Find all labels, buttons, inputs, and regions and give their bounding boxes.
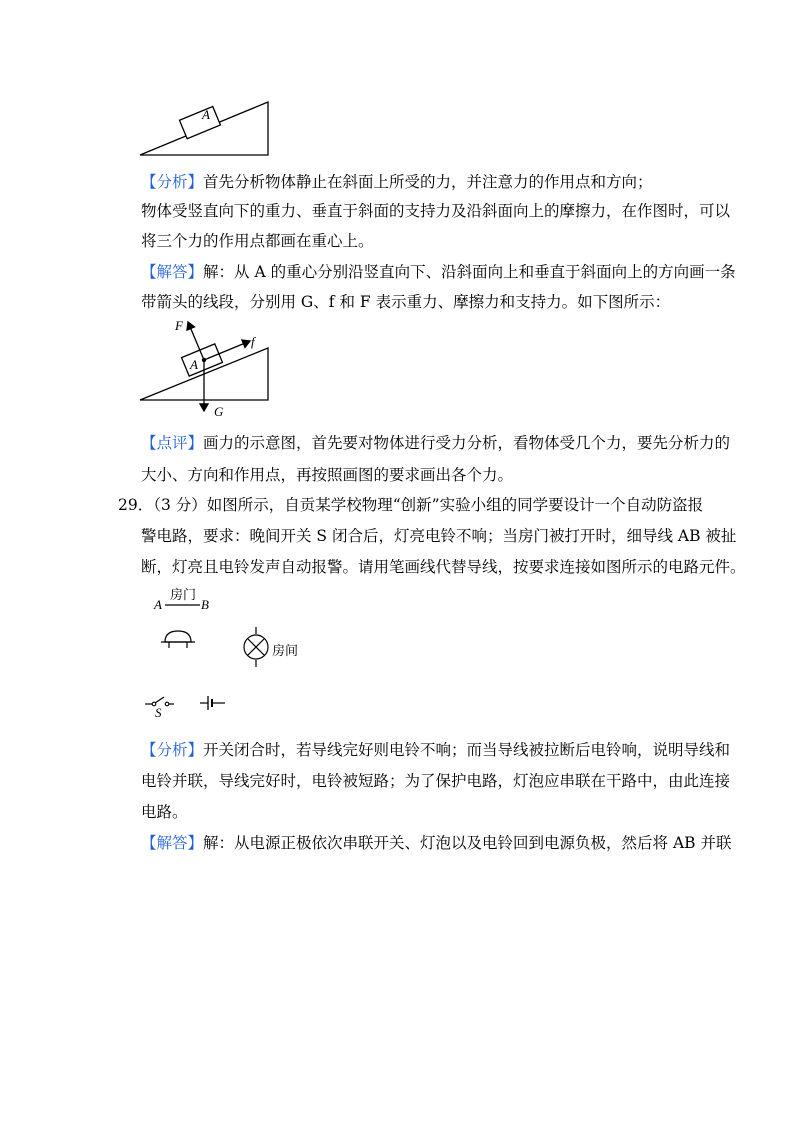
answer-line-1: 【解答】解：从 A 的重心分别沿竖直向下、沿斜面向上和垂直于斜面向上的方向画一条 <box>141 263 736 281</box>
label-b: B <box>201 597 209 612</box>
analysis2-line-1: 【分析】开关闭合时，若导线完好则电铃不响；而当导线被拉断后电铃响，说明导线和 <box>141 741 731 759</box>
room-label: 房间 <box>272 644 299 659</box>
question-29-line-3: 断，灯亮且电铃发声自动报警。请用笔画线代替导线，按要求连接如图所示的电路元件。 <box>141 558 746 576</box>
label-a: A <box>154 597 162 612</box>
switch-label: S <box>155 705 162 720</box>
question-29-line-2: 警电路，要求：晚间开关 S 闭合后，灯亮电铃不响；当房门被打开时，细导线 AB 被扯 <box>141 527 737 545</box>
label-f-support: F <box>175 318 183 333</box>
comment-tag: 【点评】 <box>141 434 204 452</box>
battery-icon <box>200 696 225 710</box>
comment-line-1: 【点评】画力的示意图，首先要对物体进行受力分析，看物体受几个力，要先分析力的 <box>141 434 731 452</box>
answer2-tag: 【解答】 <box>141 834 204 852</box>
block-a-2-label: A <box>190 357 198 372</box>
analysis2-tag: 【分析】 <box>141 741 204 759</box>
answer2-line-1: 【解答】解：从电源正极依次串联开关、灯泡以及电铃回到电源负极，然后将 AB 并联 <box>141 834 732 852</box>
analysis2-line-2: 电铃并联，导线完好时，电铃被短路；为了保护电路，灯泡应串联在干路中，由此连接 <box>141 772 731 790</box>
electric-bell-icon <box>161 631 195 648</box>
answer-tag: 【解答】 <box>141 263 204 281</box>
block-a-label: A <box>202 107 210 122</box>
analysis-line-3: 将三个力的作用点都画在重心上。 <box>141 232 374 250</box>
door-label: 房门 <box>170 588 197 603</box>
analysis-line-1: 【分析】首先分析物体静止在斜面上所受的力，并注意力的作用点和方向； <box>141 173 653 191</box>
analysis-line-2: 物体受竖直向下的重力、垂直于斜面的支持力及沿斜面向上的摩擦力，在作图时，可以 <box>141 202 731 220</box>
answer-line-2: 带箭头的线段，分别用 G、f 和 F 表示重力、摩擦力和支持力。如下图所示： <box>141 293 671 311</box>
question-29-line-1: 29．（3 分）如图所示，自贡某学校物理“创新”实验小组的同学要设计一个自动防盗报 <box>118 496 704 514</box>
circuit-components-figure <box>145 582 315 722</box>
incline-figure-1 <box>130 92 280 162</box>
comment-line-2: 大小、方向和作用点，再按照画图的要求画出各个力。 <box>141 466 514 484</box>
label-g-gravity: G <box>214 404 224 419</box>
label-f-friction: f <box>251 334 255 349</box>
block-a <box>179 106 220 138</box>
analysis2-line-3: 电路。 <box>141 803 188 821</box>
force-diagram-figure <box>130 315 280 420</box>
analysis-tag: 【分析】 <box>141 173 204 191</box>
lamp-icon <box>244 627 268 667</box>
